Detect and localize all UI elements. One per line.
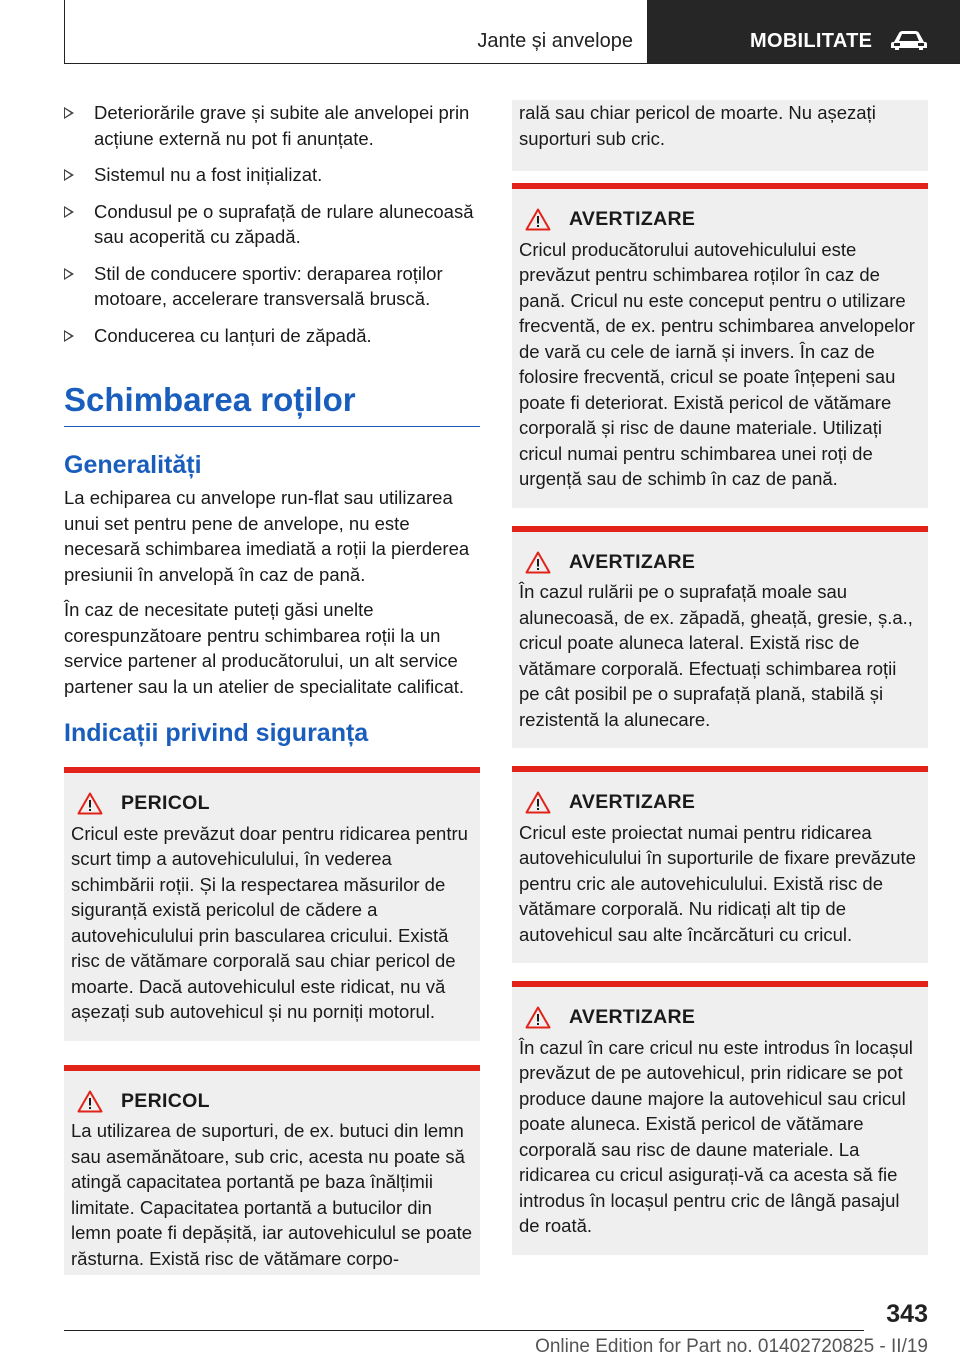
triangle-bullet-icon [64, 268, 74, 280]
header-section-title: Jante și anvelope [477, 30, 633, 52]
left-column [64, 100, 480, 1293]
warning-box-2 [512, 526, 928, 749]
danger-header [71, 1089, 473, 1115]
danger-text: Cricul este prevăzut doar pentru ridicarea pentru scurt timp a autovehiculului, în vederea schimbării roții. Și la respectarea măsurilor de siguranță există pericolul de cădere a autovehiculului prin bascularea cricului. Există risc de vătămare corporală sau chiar pericol de moarte. Dacă autovehiculul este ridicat, nu vă așezați sub autovehicul și nu porniți motorul. [71, 822, 468, 1022]
header-section-box [64, 0, 648, 64]
bullet-list [64, 100, 480, 348]
section-title: Schimbarea roților [64, 380, 480, 427]
warning-triangle-icon [525, 791, 551, 814]
warning-text: În cazul rulării pe o suprafață moale sau alunecoasă, de ex. zăpadă, gheață, gresie, ș.a., cricul poate aluneca lateral. Există risc de vătămare corporală. Efectuați schimbarea roții pe cât posibil pe o suprafață plană, stabilă și rezistentă la alunecare. [519, 581, 913, 730]
warning-header [519, 1005, 921, 1031]
warning-triangle-icon [77, 792, 103, 815]
right-column [512, 100, 928, 1273]
header-chapter-box [648, 0, 960, 64]
warning-triangle-icon [525, 1006, 551, 1029]
list-item: Sistemul nu a fost inițializat. [64, 162, 480, 188]
warning-triangle-icon [77, 1090, 103, 1113]
list-item: Stil de conducere sportiv: deraparea roților motoare, accelerare transversală bruscă. [64, 261, 480, 312]
warning-triangle-icon [525, 551, 551, 574]
page-number: 343 [886, 1300, 928, 1328]
warning-text: În cazul în care cricul nu este introdus în locașul prevăzut de pe autovehicul, prin ridicare se pot produce daune majore la autovehicul sau cricul poate aluneca. Există pericol de vătămare corporală sau risc de daune materiale. La ridicarea cu cricul asigurați-vă ca acesta să fie introdus în locașul pentru cric de lângă pasajul de roată. [519, 1036, 913, 1236]
triangle-bullet-icon [64, 107, 74, 119]
general-paragraph-2: În caz de necesitate puteți găsi unelte corespunzătoare pentru schimbarea roții la un service partener al producătorului, un alt service partener sau la un atelier de specialitate calificat. [64, 599, 465, 697]
warning-text: Cricul producătorului autovehiculului este prevăzut pentru schimbarea roților în caz de pană. Cricul nu este conceput pentru o utilizare frecventă, de ex. pentru schimbarea anvelopelor de vară cu cele de iarnă și invers. În caz de folosire frecventă, cricul se poate înțepeni sau poate fi deteriorat. Există pericol de vătămare corporală și risc de daune materiale. Utilizați cricul numai pentru schimbarea unei roți de urgență sau de schimb în caz de pană. [519, 238, 915, 489]
danger-title: PERICOL [121, 792, 210, 814]
list-item: Conducerea cu lanțuri de zăpadă. [64, 323, 480, 349]
triangle-bullet-icon [64, 330, 74, 342]
safety-title: Indicații privind siguranța [64, 719, 369, 747]
warning-title: AVERTIZARE [569, 1006, 696, 1028]
warning-title: AVERTIZARE [569, 208, 696, 230]
list-item: Deteriorările grave și subite ale anvelopei prin acțiune externă nu pot fi anunțate. [64, 100, 480, 151]
warning-header [519, 790, 921, 816]
continued-text: rală sau chiar pericol de moarte. Nu așezați suporturi sub cric. [519, 102, 876, 149]
footer-edition: Online Edition for Part no. 01402720825 - II/19 [535, 1336, 928, 1357]
danger-header [71, 791, 473, 817]
warning-header [519, 550, 921, 576]
header-chapter-title: MOBILITATE [750, 30, 873, 52]
car-icon [890, 28, 928, 57]
danger-box-2 [64, 1065, 480, 1276]
footer-divider [64, 1330, 864, 1331]
triangle-bullet-icon [64, 206, 74, 218]
warning-text: Cricul este proiectat numai pentru ridicarea autovehiculului în suporturile de fixare prevăzute pentru cric ale autovehiculului. Există risc de vătămare corporală. Nu ridicați alt tip de autovehicul sau alte încărcături cu cricul. [519, 821, 916, 945]
danger-box-1 [64, 767, 480, 1041]
warning-title: AVERTIZARE [569, 791, 696, 813]
triangle-bullet-icon [64, 169, 74, 181]
danger-title: PERICOL [121, 1089, 210, 1112]
warning-header [519, 207, 921, 233]
danger-text: La utilizarea de suporturi, de ex. butuci din lemn sau asemănătoare, sub cric, acesta nu poate să atingă capacitatea portantă pe baza înălțimii limitate. Capacitatea portantă a butucilor din lemn poate fi depășită, iar autovehiculul se poate răsturna. Există risc de vătămare corpo- [71, 1120, 473, 1269]
warning-box-3 [512, 766, 928, 963]
danger-continuation [512, 100, 928, 171]
general-title: Generalități [64, 451, 202, 479]
warning-triangle-icon [525, 208, 551, 231]
warning-box-1 [512, 183, 928, 508]
list-item: Condusul pe o suprafață de rulare alunecoasă sau acoperită cu zăpadă. [64, 199, 480, 250]
warning-title: AVERTIZARE [569, 550, 696, 573]
general-paragraph-1: La echiparea cu anvelope run-flat sau utilizarea unui set pentru pene de anvelope, nu este necesară schimbarea imediată a roții la pierderea presiunii în anvelopă în caz de pană. [64, 487, 470, 585]
warning-box-4 [512, 981, 928, 1255]
